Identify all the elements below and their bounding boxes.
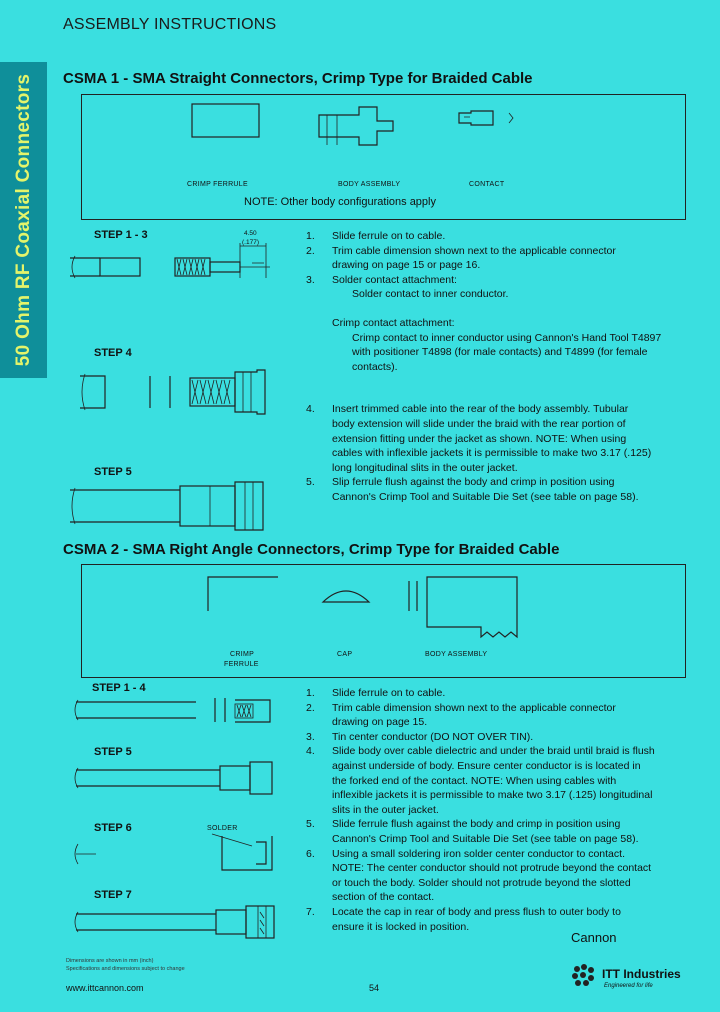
- instr-text: ensure it is locked in position.: [332, 920, 470, 933]
- csma2-step7-drawing: [72, 906, 282, 946]
- instr-text: extension fitting under the jacket as shown. NOTE: When using: [332, 432, 627, 445]
- instr-num: 3.: [306, 730, 315, 743]
- footer-page-number: 54: [369, 983, 380, 993]
- instr-num: [306, 861, 332, 876]
- instr-num: [306, 446, 332, 461]
- csma1-step-5: STEP 5: [94, 466, 132, 478]
- instr-text: Trim cable dimension shown next to the applicable connector: [332, 701, 616, 714]
- instr-text: Slide ferrule flush against the body and crimp in position using: [332, 818, 621, 831]
- instr-num: [306, 920, 332, 935]
- instr-text: Tin center conductor (DO NOT OVER TIN).: [332, 730, 534, 743]
- instr-num: 1.: [306, 687, 315, 699]
- sidebar-label: 50 Ohm RF Coaxial Connectors: [12, 73, 34, 367]
- csma2-step-6: STEP 6: [94, 822, 132, 834]
- instr-text: Trim cable dimension shown next to the applicable connector: [332, 244, 616, 257]
- instr-text: cables with inflexible jackets it is permissible to make two 3.17 (.125): [332, 447, 652, 460]
- instr-num: [306, 316, 332, 331]
- instr-text: Crimp contact attachment:: [332, 316, 455, 329]
- csma1-part-label-contact: CONTACT: [469, 181, 505, 188]
- instr-text: body extension will slide under the braid with the rear portion of: [332, 417, 626, 430]
- csma2-step1-drawing: [72, 694, 282, 734]
- csma2-step5-drawing: [72, 760, 282, 800]
- instr-num: [306, 432, 332, 447]
- instr-text: Using a small soldering iron solder center conductor to contact.: [332, 847, 625, 860]
- instr-num: [306, 876, 332, 891]
- csma2-instructions: [306, 686, 686, 934]
- instr-text: Slide body over cable dielectric and under the braid until braid is flush: [332, 745, 655, 758]
- instr-num: [306, 788, 332, 803]
- instr-num: 1.: [306, 230, 315, 242]
- instr-text: Solder contact attachment:: [332, 273, 457, 286]
- instr-num: [306, 490, 332, 505]
- instr-text: Crimp contact to inner conductor using Cannon's Hand Tool T4897: [352, 331, 662, 344]
- instr-num: [306, 287, 332, 302]
- csma2-step-7: STEP 7: [94, 889, 132, 901]
- instr-text: or touch the body. Solder should not protrude beyond the slotted: [332, 876, 631, 889]
- csma2-title: CSMA 2 - SMA Right Angle Connectors, Crimp Type for Braided Cable: [63, 541, 560, 558]
- instr-num: 4.: [306, 745, 315, 758]
- page-header-title: ASSEMBLY INSTRUCTIONS: [63, 16, 277, 33]
- csma1-parts-box: [81, 94, 686, 220]
- csma2-step6-drawing: [72, 832, 282, 882]
- csma1-instructions: [306, 229, 686, 505]
- csma2-part-label-crimp: CRIMP: [230, 651, 255, 658]
- brand-cannon: Cannon: [571, 930, 617, 945]
- instr-num: 5.: [306, 476, 315, 489]
- csma1-title: CSMA 1 - SMA Straight Connectors, Crimp Type for Braided Cable: [63, 70, 533, 87]
- instr-text: Cannon's Crimp Tool and Suitable Die Set (see table on page 58).: [332, 490, 639, 503]
- instr-text: Solder contact to inner conductor.: [352, 288, 509, 301]
- instr-num: [306, 360, 332, 375]
- instr-text: the forked end of the contact. NOTE: When using cables with: [332, 774, 617, 787]
- company-tagline: Engineered for life: [604, 983, 653, 989]
- instr-text: drawing on page 15 or page 16.: [332, 259, 481, 272]
- instr-text: NOTE: The center conductor should not protrude beyond the contact: [332, 862, 652, 875]
- instr-text: with positioner T4898 (for male contacts) and T4899 (for female: [352, 346, 648, 359]
- footer-fine-1: Dimensions are shown in mm (inch): [66, 958, 154, 964]
- instr-text: inflexible jackets it is permissible to make two 3.17 (.125) longitudinal: [332, 789, 653, 802]
- csma1-step-4: STEP 4: [94, 347, 132, 359]
- company-name: ITT Industries: [602, 967, 681, 981]
- instr-num: 6.: [306, 847, 315, 860]
- instr-num: 5.: [306, 818, 315, 831]
- instr-text: section of the contact.: [332, 891, 435, 904]
- instr-text: Slide ferrule on to cable.: [332, 230, 446, 242]
- instr-num: [306, 715, 332, 730]
- csma2-step-1-4: STEP 1 - 4: [92, 682, 146, 694]
- instr-text: Locate the cap in rear of body and press flush to outer body to: [332, 905, 621, 918]
- instr-text: Cannon's Crimp Tool and Suitable Die Set (see table on page 58).: [332, 832, 639, 845]
- csma1-step-1-3: STEP 1 - 3: [94, 229, 148, 241]
- instr-num: [306, 331, 332, 346]
- instr-num: [306, 832, 332, 847]
- instr-num: 3.: [306, 273, 315, 286]
- itt-logo-icon: [570, 962, 598, 988]
- csma1-part-label-ferrule: CRIMP FERRULE: [187, 181, 248, 188]
- csma2-part-label-ferrule: FERRULE: [224, 661, 259, 668]
- instr-num: 7.: [306, 905, 315, 918]
- csma1-step4-drawing: [80, 368, 280, 428]
- csma1-part-label-body: BODY ASSEMBLY: [338, 181, 401, 188]
- instr-text: Insert trimmed cable into the rear of the body assembly. Tubular: [332, 403, 629, 416]
- sidebar-band: [0, 62, 47, 378]
- footer-url[interactable]: www.ittcannon.com: [66, 983, 144, 993]
- instr-text: drawing on page 15.: [332, 716, 428, 729]
- instr-num: [306, 803, 332, 818]
- instr-num: [306, 890, 332, 905]
- instr-text: slits in the outer jacket.: [332, 803, 439, 816]
- instr-num: 4.: [306, 403, 315, 416]
- csma2-part-label-cap: CAP: [337, 651, 353, 658]
- instr-num: 2.: [306, 701, 315, 714]
- instr-text: contacts).: [352, 360, 398, 373]
- csma2-part-label-body: BODY ASSEMBLY: [425, 651, 488, 658]
- instr-text: against underside of body. Ensure center conductor is is located in: [332, 759, 641, 772]
- footer-fine-2: Specifications and dimensions subject to change: [66, 966, 185, 972]
- instr-num: [306, 417, 332, 432]
- instr-text: Slip ferrule flush against the body and crimp in position using: [332, 476, 615, 489]
- csma1-step5-drawing: [70, 482, 280, 532]
- csma1-dim-mm: 4.50: [244, 230, 257, 237]
- instr-num: [306, 774, 332, 789]
- instr-text: Slide ferrule on to cable.: [332, 687, 446, 699]
- csma2-parts-box: [81, 564, 686, 678]
- instr-num: 2.: [306, 244, 315, 257]
- instr-num: [306, 461, 332, 476]
- csma1-dim-inch: (.177): [242, 239, 259, 246]
- csma2-parts-drawing: [82, 565, 685, 677]
- instr-num: [306, 258, 332, 273]
- csma2-step-5: STEP 5: [94, 746, 132, 758]
- instr-num: [306, 345, 332, 360]
- instr-num: [306, 759, 332, 774]
- csma1-note: NOTE: Other body configurations apply: [244, 196, 436, 208]
- csma1-step1-drawing: [70, 228, 280, 288]
- instr-text: long longitudinal slits in the outer jacket.: [332, 461, 518, 474]
- csma2-solder-label: SOLDER: [207, 825, 238, 832]
